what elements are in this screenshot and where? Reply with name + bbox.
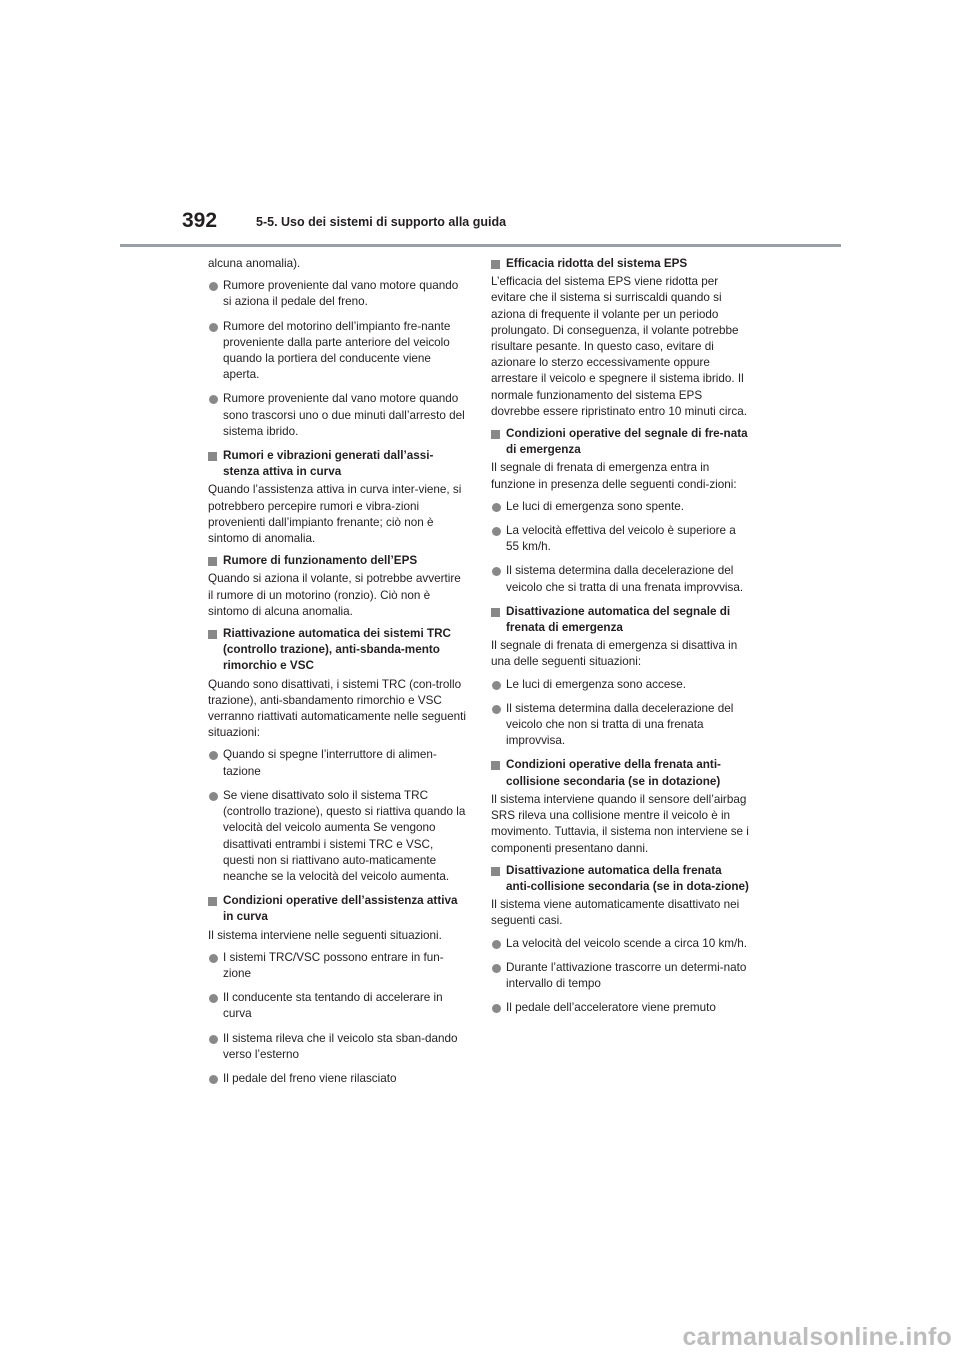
list-item: Rumore del motorino dell’impianto fre-nante proveniente dalla parte anteriore del veicolo quando la portiera del conducente viene aperta. bbox=[208, 319, 466, 384]
section-title: 5-5. Uso dei sistemi di supporto alla guida bbox=[256, 215, 507, 229]
bullet-icon bbox=[209, 1035, 218, 1044]
section-body: Quando sono disattivati, i sistemi TRC (con-trollo trazione), anti-sbandamento rimorchio e VSC verranno riattivati automaticamente nelle seguenti situazioni: bbox=[208, 677, 466, 740]
list-item: Durante l’attivazione trascorre un determi-nato intervallo di tempo bbox=[491, 960, 749, 992]
bullet-icon bbox=[209, 282, 218, 291]
section-heading: Rumori e vibrazioni generati dall’assi-stenza attiva in curva bbox=[208, 448, 466, 480]
section-body: L’efficacia del sistema EPS viene ridotta per evitare che il sistema si surriscaldi quando si aziona di frequente il volante per un periodo prolungato. Di conseguenza, il volante potrebbe risultare pesante. In questo caso, evitare di azionare lo sterzo eccessivamente oppure arrestare il veicolo e spegnere il sistema ibrido. Il normale funzionamento del sistema EPS dovrebbe essere ripristinato entro 10 minuti circa. bbox=[491, 275, 747, 418]
list-item: Rumore proveniente dal vano motore quando sono trascorsi uno o due minuti dall’arresto del sistema ibrido. bbox=[208, 391, 466, 440]
section-heading: Efficacia ridotta del sistema EPS bbox=[491, 256, 749, 272]
bullet-icon bbox=[492, 964, 501, 973]
left-column bbox=[208, 256, 466, 1095]
bullet-icon bbox=[209, 994, 218, 1003]
section-body: Il segnale di frenata di emergenza si disattiva in una delle seguenti situazioni: bbox=[491, 639, 738, 669]
square-bullet-icon bbox=[491, 430, 500, 439]
square-bullet-icon bbox=[208, 557, 217, 566]
header-divider bbox=[120, 244, 841, 247]
list-item: Il sistema determina dalla decelerazione del veicolo che si tratta di una frenata improvvisa. bbox=[491, 563, 749, 595]
square-bullet-icon bbox=[491, 867, 500, 876]
list-item: Le luci di emergenza sono accese. bbox=[491, 677, 749, 693]
section-heading: Condizioni operative della frenata anti-collisione secondaria (se in dotazione) bbox=[491, 757, 749, 789]
section-heading: Disattivazione automatica della frenata anti-collisione secondaria (se in dota-zione) bbox=[491, 863, 749, 895]
bullet-icon bbox=[492, 567, 501, 576]
bullet-icon bbox=[492, 527, 501, 536]
bullet-icon bbox=[209, 323, 218, 332]
square-bullet-icon bbox=[491, 608, 500, 617]
section-body: Quando si aziona il volante, si potrebbe avvertire il rumore di un motorino (ronzio). Ciò non è sintomo di alcuna anomalia. bbox=[208, 572, 461, 618]
section-heading: Condizioni operative dell’assistenza attiva in curva bbox=[208, 893, 466, 925]
list-item: Il pedale dell’acceleratore viene premuto bbox=[491, 1000, 749, 1016]
section-heading: Riattivazione automatica dei sistemi TRC (controllo trazione), anti-sbanda-mento rimorchio e VSC bbox=[208, 626, 466, 675]
list-item: Il sistema rileva che il veicolo sta sban-dando verso l’esterno bbox=[208, 1031, 466, 1063]
bullet-icon bbox=[492, 1004, 501, 1013]
list-item: Le luci di emergenza sono spente. bbox=[491, 499, 749, 515]
section-heading: Condizioni operative del segnale di fre-nata di emergenza bbox=[491, 426, 749, 458]
list-item: Se viene disattivato solo il sistema TRC (controllo trazione), questo si riattiva quando la velocità del veicolo aumenta Se vengono disattivati entrambi i sistemi TRC e VSC, questi non si riattivano auto-maticamente neanche se la velocità del veicolo aumenta. bbox=[208, 788, 466, 885]
section-heading: Disattivazione automatica del segnale di frenata di emergenza bbox=[491, 604, 749, 636]
list-item: I sistemi TRC/VSC possono entrare in fun-zione bbox=[208, 950, 466, 982]
intro-text: alcuna anomalia). bbox=[208, 257, 301, 270]
square-bullet-icon bbox=[491, 761, 500, 770]
list-item: Il conducente sta tentando di accelerare in curva bbox=[208, 990, 466, 1022]
section-heading: Rumore di funzionamento dell’EPS bbox=[208, 553, 466, 569]
list-item: Il pedale del freno viene rilasciato bbox=[208, 1071, 466, 1087]
watermark: carmanualsonline.info bbox=[682, 1323, 952, 1351]
right-column bbox=[491, 256, 749, 1024]
list-item: Rumore proveniente dal vano motore quando si aziona il pedale del freno. bbox=[208, 278, 466, 310]
square-bullet-icon bbox=[208, 452, 217, 461]
list-item: La velocità del veicolo scende a circa 10 km/h. bbox=[491, 936, 749, 952]
section-body: Il segnale di frenata di emergenza entra in funzione in presenza delle seguenti condi-zioni: bbox=[491, 461, 737, 491]
section-body: Quando l’assistenza attiva in curva inter-viene, si potrebbero percepire rumori e vibra-zioni provenienti dall’impianto frenante; ciò non è sintomo di anomalia. bbox=[208, 483, 462, 546]
section-body: Il sistema viene automaticamente disattivato nei seguenti casi. bbox=[491, 898, 740, 928]
bullet-icon bbox=[209, 954, 218, 963]
bullet-icon bbox=[209, 792, 218, 801]
bullet-icon bbox=[492, 503, 501, 512]
page-number: 392 bbox=[182, 209, 218, 232]
square-bullet-icon bbox=[208, 897, 217, 906]
list-item: Il sistema determina dalla decelerazione del veicolo che non si tratta di una frenata improvvisa. bbox=[491, 701, 749, 750]
square-bullet-icon bbox=[208, 630, 217, 639]
section-body: Il sistema interviene quando il sensore dell’airbag SRS rileva una collisione mentre il veicolo è in movimento. Tuttavia, il sistema non interviene se i componenti presentano danni. bbox=[491, 792, 749, 855]
bullet-icon bbox=[209, 395, 218, 404]
bullet-icon bbox=[492, 940, 501, 949]
list-item: Quando si spegne l’interruttore di alimen-tazione bbox=[208, 747, 466, 779]
square-bullet-icon bbox=[491, 260, 500, 269]
bullet-icon bbox=[492, 705, 501, 714]
bullet-icon bbox=[209, 751, 218, 760]
list-item: La velocità effettiva del veicolo è superiore a 55 km/h. bbox=[491, 523, 749, 555]
bullet-icon bbox=[492, 681, 501, 690]
section-body: Il sistema interviene nelle seguenti situazioni. bbox=[208, 928, 442, 942]
bullet-icon bbox=[209, 1075, 218, 1084]
